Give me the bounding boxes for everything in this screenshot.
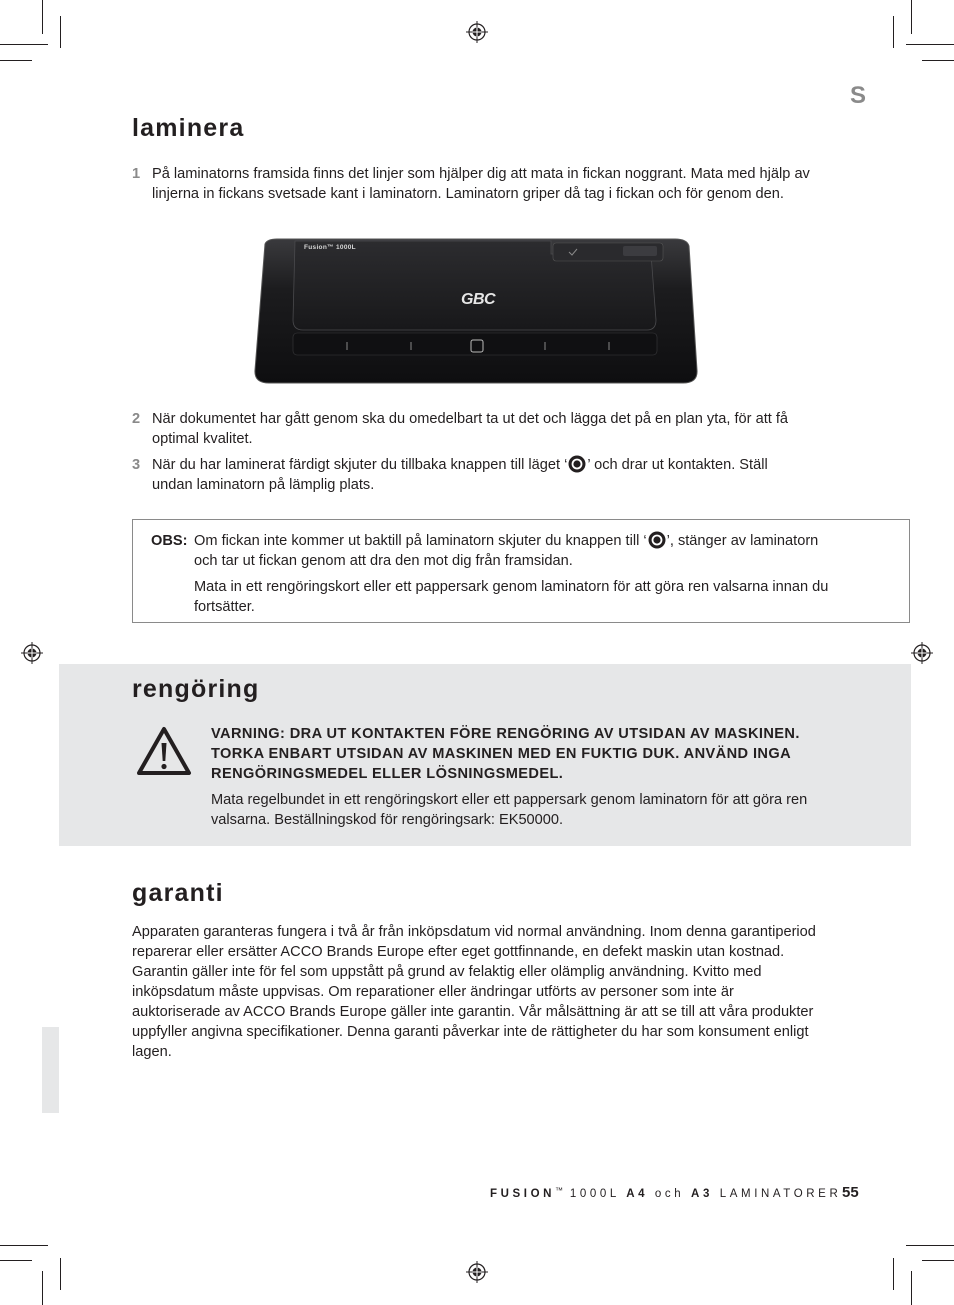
step-text: [152, 455, 802, 495]
footer-brand: FUSION: [490, 1188, 556, 1200]
cleaning-instructions: Mata regelbundet in ett rengöringskort eller ett pappersark genom laminatorn för att göra ren valsarna. Beställningskod för rengöringsark: EK50000.: [211, 792, 808, 828]
step-text: När dokumentet har gått genom ska du omedelbart ta ut det och lägga det på en plan yta, för att få optimal kvalitet.: [152, 411, 789, 447]
crop-mark: [922, 1260, 954, 1261]
crop-mark: [0, 60, 32, 61]
crop-mark: [60, 1258, 61, 1290]
obs-paragraph-1: [194, 531, 834, 571]
registration-mark-icon: [911, 642, 933, 664]
crop-mark: [42, 1271, 43, 1305]
side-thumb-tab: [42, 1027, 59, 1113]
section-title-garanti: garanti: [132, 879, 224, 907]
obs-paragraph-2: Mata in ett rengöringskort eller ett pappersark genom laminatorn för att göra ren valsarna innan du fortsätter.: [194, 579, 829, 615]
step-text: På laminatorns framsida finns det linjer som hjälper dig att mata in fickan noggrant. Mata med hjälp av linjerna in fickans svetsade kant i laminatorn. Laminatorn griper då tag i fickan och för genom den.: [152, 166, 810, 202]
footer-och: och: [648, 1188, 692, 1200]
crop-mark: [0, 1260, 32, 1261]
step-number: 1: [132, 166, 141, 182]
section-title-laminera: laminera: [132, 114, 245, 142]
step-1: [132, 164, 812, 204]
gbc-logo: GBC: [461, 291, 496, 308]
footer-a4: A4: [626, 1188, 649, 1200]
laminator-image: [251, 238, 701, 384]
crop-mark: [906, 44, 954, 45]
step-3: [132, 455, 812, 495]
crop-mark: [42, 0, 43, 34]
crop-mark: [60, 16, 61, 48]
footer-model: 1000L: [563, 1188, 627, 1200]
off-position-icon: [648, 531, 666, 549]
crop-mark: [911, 1271, 912, 1305]
section-title-rengoring: rengöring: [132, 675, 260, 703]
step-text-after: ’ och drar ut kontakten. Ställ undan laminatorn på lämplig plats.: [152, 457, 768, 493]
step-number: 2: [132, 411, 141, 427]
warranty-text: Apparaten garanteras fungera i två år från inköpsdatum vid normal användning. Inom denna garantiperiod reparerar eller ersätter ACCO Brands Europe efter eget gottfinnande, en defekt maskin utan kostnad. Garantin gäller inte för fel som uppstått på grund av felaktig eller olämplig användning. Kvitto med inköpsdatum måste uppvisas. Om reparationer eller ändringar utförts av personer som inte är auktoriserade av ACCO Brands Europe gäller inte garantin. Vår målsättning är att se till att våra produkter uppfyller angivna specifikationer. Denna garanti påverkar inte de rättigheter du har som konsument enligt lagen.: [132, 924, 816, 1060]
language-tab: S: [850, 82, 868, 109]
crop-mark: [922, 60, 954, 61]
footer-rest: LAMINATORER: [712, 1188, 842, 1200]
obs-text-after: ’, stänger av laminatorn och tar ut fickan genom att dra den mot dig från framsidan.: [194, 533, 819, 569]
laminator-model-label: Fusion™ 1000L: [304, 244, 356, 251]
crop-mark: [893, 16, 894, 48]
warning-heading: VARNING: DRA UT KONTAKTEN FÖRE RENGÖRING AV UTSIDAN AV MASKINEN. TORKA ENBART UTSIDAN AV MASKINEN MED EN FUKTIG DUK. ANVÄND INGA RENGÖRINGSMEDEL ELLER LÖSNINGSMEDEL.: [211, 726, 800, 782]
registration-mark-icon: [466, 1261, 488, 1283]
crop-mark: [906, 1245, 954, 1246]
crop-mark: [0, 44, 48, 45]
crop-mark: [0, 1245, 48, 1246]
step-2: [132, 409, 812, 449]
crop-mark: [893, 1258, 894, 1290]
footer-a3: A3: [691, 1188, 713, 1200]
registration-mark-icon: [21, 642, 43, 664]
registration-mark-icon: [466, 21, 488, 43]
obs-label: OBS:: [151, 533, 188, 549]
footer-product-line: [490, 1186, 841, 1200]
warning-triangle-icon: [136, 726, 192, 776]
obs-text-before: Om fickan inte kommer ut baktill på laminatorn skjuter du knappen till ‘: [194, 533, 647, 549]
page-number: 55: [842, 1184, 859, 1201]
footer-tm: ™: [555, 1186, 564, 1195]
step-number: 3: [132, 457, 141, 473]
step-text-before: När du har laminerat färdigt skjuter du tillbaka knappen till läget ‘: [152, 457, 568, 473]
off-position-icon: [568, 455, 586, 473]
crop-mark: [911, 0, 912, 34]
